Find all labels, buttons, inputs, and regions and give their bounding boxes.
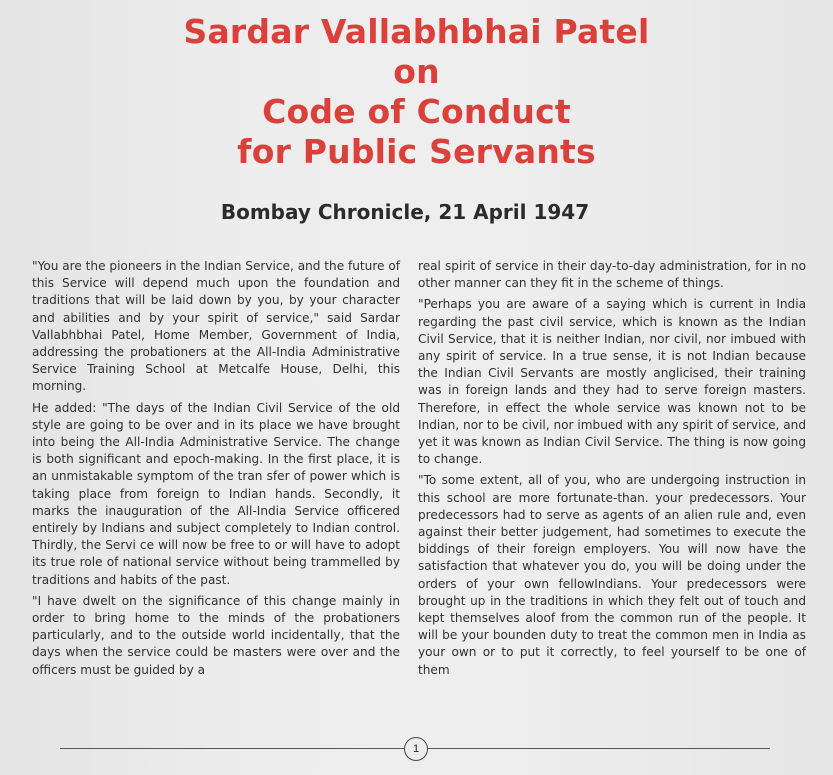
title-line-2: on [393, 52, 440, 91]
title-line-3: Code of Conduct [262, 92, 571, 131]
paragraph: "I have dwelt on the significance of this change mainly in order to bring home to the minds of the probationers particularly, and to the outside world incidentally, that the days when the service could be masters were over and the officers must be guided by a [32, 593, 400, 677]
page-number: 1 [404, 737, 428, 761]
title-block [0, 12, 833, 172]
source-subtitle: Bombay Chronicle, 21 April 1947 [220, 200, 590, 224]
paragraph: "Perhaps you are aware of a saying which is current in India regarding the past civil service, which is known as the Indian Civil Service, that it is neither Indian, nor civil, nor imbued with any spirit of service. In a true sense, it is not Indian because the Indian Civil Servants are mostly anglicised, their training was in foreign lands and they had to serve foreign masters. Therefore, in effect the whole service was known not to be Indian, nor to be civil, nor imbued with any spirit of service, and yet it was known as Indian Civil Service. The thing is now going to change. [418, 297, 806, 467]
paragraph: "You are the pioneers in the Indian Service, and the future of this Service will depend much upon the foundation and traditions that will be laid down by you, by your character and abilities and by your spirit of service," said Sardar Vallabhbhai Patel, Home Member, Government of India, addressing the probationers at the All-India Administrative Service Training School at Metcalfe House, Delhi, this morning. [32, 259, 400, 394]
title-line-4: for Public Servants [237, 132, 596, 171]
paragraph: real spirit of service in their day-to-day administration, for in no other manner can they fit in the scheme of things. [418, 259, 806, 291]
paragraph: "To some extent, all of you, who are undergoing instruction in this school are more fortunate-than. your predecessors. Your predecessors had to serve as agents of an alien rule and, even against their better judgement, had sometimes to execute the biddings of their foreign employers. You will now have the satisfaction that whatever you do, you will be doing under the orders of your own fellowIndians. Your predecessors were brought up in the traditions in which they felt out of touch and kept themselves aloof from the common run of the people. It will be your bounden duty to treat the common men in India as your own or to put it correctly, to feel yourself to be one of them [418, 473, 806, 677]
title-line-1: Sardar Vallabhbhai Patel [183, 12, 650, 51]
paragraph: He added: "The days of the Indian Civil Service of the old style are going to be over and in its place we have brought into being the All-India Administrative Service. The change is both significant and epoch-making. In the first place, it is an unmistakable symptom of the tran sfer of power which is taking place from foreign to Indian hands. Secondly, it marks the inauguration of the All-India Service officered entirely by Indians and subject completely to Indian control. Thirdly, the Servi ce will now be free to or will have to adopt its true role of national service without being trammelled by traditions and habits of the past. [32, 400, 400, 587]
left-column [32, 258, 400, 683]
right-column [418, 258, 806, 683]
